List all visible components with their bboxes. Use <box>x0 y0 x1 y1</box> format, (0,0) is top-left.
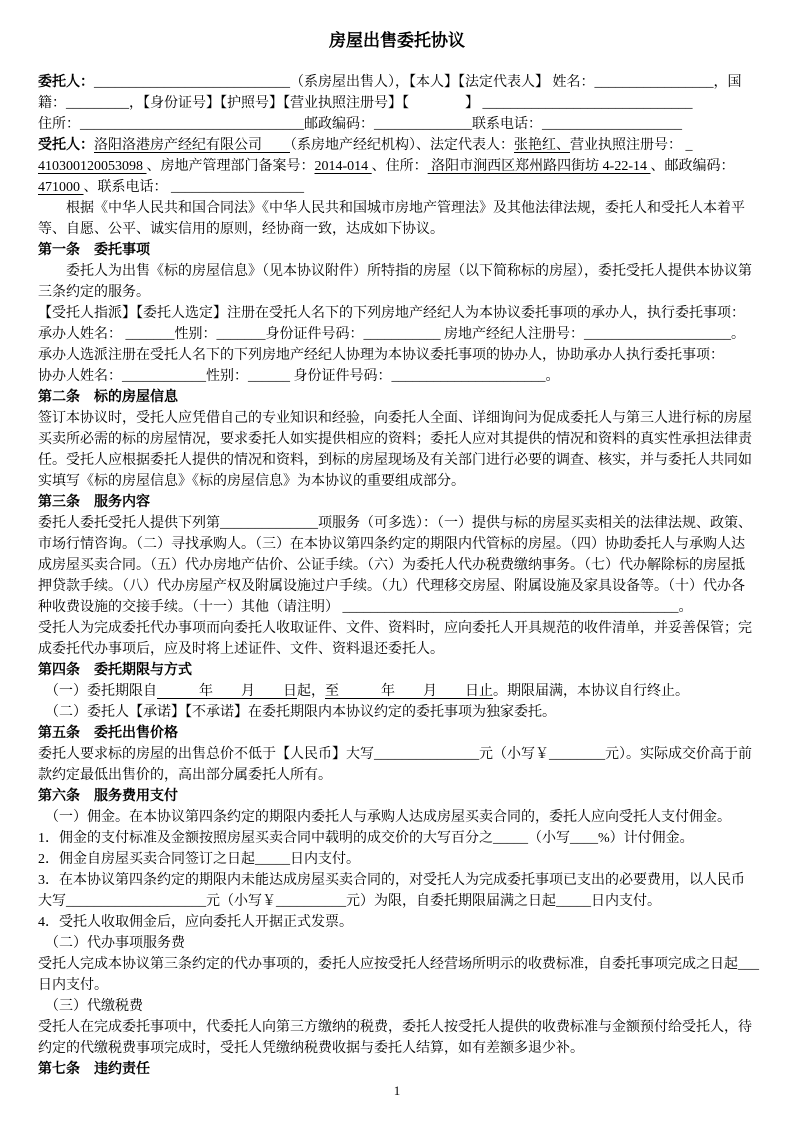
text-run: 受托人： <box>38 138 94 153</box>
underlined-text-run: 410300120053098 <box>38 159 147 174</box>
document-line <box>38 954 759 975</box>
text-run: 第六条 服务费用支付 <box>38 789 178 804</box>
text-run: 元（小写￥ <box>479 747 549 762</box>
text-run: （一）佣金。在本协议第四条约定的期限内委托人与承购人达成房屋买卖合同的，委托人应向受托人支付佣金。 <box>45 810 731 825</box>
document-line <box>38 681 756 702</box>
document-line <box>38 618 756 639</box>
document-line <box>38 177 756 198</box>
text-run: 2．佣金自房屋买卖合同签订之日起 <box>38 852 255 867</box>
document-line <box>38 492 756 513</box>
text-run: 性别： <box>206 369 248 384</box>
text-run: 、房地产管理部门备案号： <box>146 159 315 174</box>
text-run: 1．佣金的支付标准及金额按照房屋买卖合同中载明的成交价的大写百分之 <box>38 831 493 846</box>
document-line <box>38 1059 756 1080</box>
document-line <box>38 744 756 765</box>
blank-field: _ <box>685 138 693 153</box>
blank-field: ______________ <box>374 117 472 132</box>
blank-field: ____________________ <box>542 117 682 132</box>
text-run: 、邮政编码： <box>650 159 735 174</box>
text-run: （系房地产经纪机构）、法定代表人： <box>290 138 514 153</box>
text-run: 。 <box>545 369 560 384</box>
text-run: 第七条 违约责任 <box>38 1062 150 1077</box>
text-run: 根据《中华人民共和国合同法》《中华人民共和国城市房地产管理法》及其他法律法规，委托人和受托人本着平 <box>66 201 745 216</box>
document-line <box>38 450 756 471</box>
document-line <box>38 261 756 282</box>
document-line <box>38 597 756 618</box>
blank-field: ________________________________ <box>80 117 304 132</box>
text-run: 协办人姓名： <box>38 369 122 384</box>
document-line <box>38 639 756 660</box>
blank-field: ______________________________ <box>482 96 693 111</box>
document-line <box>38 219 756 240</box>
document-line <box>38 534 756 555</box>
blank-field: ___ <box>738 957 759 972</box>
document-line <box>38 975 756 996</box>
underlined-text-run: 至 年 月 日止 <box>325 684 493 699</box>
text-run: 元）为限，自委托期限届满之日起 <box>346 894 556 909</box>
blank-field: ______________ <box>220 516 318 531</box>
text-run: 买卖所必需的标的房屋情况，要求委托人如实提供相应的资料；委托人应对其提供的情况和资料的真实性承担法律责 <box>38 432 752 447</box>
underlined-text-run: 年 月 日 <box>157 684 297 699</box>
document-line <box>38 870 756 891</box>
document-line <box>38 849 756 870</box>
document-body <box>38 72 759 1080</box>
text-run: 、联系电话： <box>83 180 171 195</box>
page-number: 1 <box>393 1083 401 1098</box>
text-run: 房地产经纪人注册号： <box>440 327 584 342</box>
document-line <box>38 408 756 429</box>
document-line <box>38 702 756 723</box>
blank-field: ____________________________ <box>94 75 290 90</box>
text-run: 成房屋买卖合同。（五）代办房地产估价、公证手续。（六）为委托人代办税费缴纳事务。（七）代办解除标的房屋抵 <box>38 558 745 573</box>
text-run: 、住所： <box>371 159 428 174</box>
document-line <box>38 912 756 933</box>
blank-field: ________ <box>549 747 605 762</box>
text-run: 第二条 标的房屋信息 <box>38 390 178 405</box>
text-run: （三）代缴税费 <box>45 999 143 1014</box>
text-run: 籍： <box>38 96 66 111</box>
text-run: 第三条 服务内容 <box>38 495 150 510</box>
document-title: 房屋出售委托协议 <box>329 31 465 50</box>
text-run: 日内支付。 <box>290 852 360 867</box>
text-run: 三条约定的服务。 <box>38 285 150 300</box>
text-run: 押贷款手续。（八）代办房屋产权及附属设施过户手续。（九）代理移交房屋、附属设施及家具设备等。（十）代办各 <box>38 579 745 594</box>
document-line <box>38 723 756 744</box>
text-run: 签订本协议时，受托人应凭借自己的专业知识和经验，向委托人全面、详细询问为促成委托人与第三人进行标的房屋 <box>38 411 752 426</box>
text-run: 起， <box>297 684 325 699</box>
text-run: 性别： <box>174 327 217 342</box>
document-line <box>38 198 756 219</box>
text-run: 第四条 委托期限与方式 <box>38 663 192 678</box>
text-run: （小写 <box>528 831 570 846</box>
text-run: 委托人： <box>38 75 94 90</box>
text-run: 种收费设施的交接手续。（十一）其他（请注明） <box>38 600 343 615</box>
blank-field: ___________ <box>363 327 441 342</box>
document-line <box>38 303 756 324</box>
text-run: ，国 <box>713 75 742 90</box>
blank-field: _____________________ <box>584 327 731 342</box>
text-run: 项服务（可多选）：（一）提供与标的房屋买卖相关的法律法规、政策、 <box>318 516 752 531</box>
text-run: 【受托人指派】【委托人选定】注册在受托人名下的下列房地产经纪人为本协议委托事项的承办人，执行委托事项： <box>38 306 745 321</box>
blank-field: ______ <box>248 369 290 384</box>
blank-field: __________ <box>276 894 346 909</box>
document-line <box>38 72 756 93</box>
document-line <box>38 387 756 408</box>
blank-field: ____________________ <box>66 894 206 909</box>
document-line <box>38 1017 756 1038</box>
document-line <box>38 240 756 261</box>
text-run: 身份证件号码： <box>265 327 364 342</box>
text-run: 实填写《标的房屋信息》《标的房屋信息》为本协议的重要组成部分。 <box>38 474 465 489</box>
document-line <box>38 765 756 786</box>
text-run: 邮政编码： <box>304 117 374 132</box>
underlined-text-run: 洛阳洛港房产经纪有限公司 <box>94 138 290 153</box>
text-run: 3．在本协议第四条约定的期限内未能达成房屋买卖合同的，对受托人为完成委托事项已支出的必要费用，以人民币 <box>38 873 745 888</box>
text-run: 。 <box>731 327 745 342</box>
text-run: 元（小写￥ <box>206 894 276 909</box>
underlined-text-run: 张艳红、 <box>514 138 570 153</box>
blank-field: _____ <box>255 852 290 867</box>
blank-field: ________________________________________________ <box>342 600 679 615</box>
document-line <box>38 429 756 450</box>
text-run: 款约定最低出售价的，高出部分属委托人所有。 <box>38 768 332 783</box>
text-run: （二）委托人【承诺】【不承诺】在委托期限内本协议约定的委托事项为独家委托。 <box>45 705 556 720</box>
blank-field: _________________ <box>594 75 714 90</box>
text-run: ，【身份证号】【护照号】【营业执照注册号】【 】 <box>129 96 483 111</box>
text-run: 受托人在完成委托事项中，代委托人向第三方缴纳的税费，委托人按受托人提供的收费标准与金额预付给受托人，待 <box>38 1020 752 1035</box>
blank-field: _______ <box>216 327 266 342</box>
blank-field: ______________________ <box>391 369 546 384</box>
document-line <box>38 324 756 345</box>
blank-field: ___________________ <box>171 180 304 195</box>
text-run: 日内支付。 <box>38 978 108 993</box>
document-line <box>38 93 756 114</box>
text-run: 第一条 委托事项 <box>38 243 150 258</box>
text-run: 营业执照注册号： <box>570 138 686 153</box>
text-run: 身份证件号码： <box>290 369 392 384</box>
document-line <box>38 513 756 534</box>
text-run: （一）委托期限自 <box>45 684 157 699</box>
text-run: 委托人为出售《标的房屋信息》（见本协议附件）所特指的房屋（以下简称标的房屋），委托受托人提供本协议第 <box>66 264 752 279</box>
text-run: （二）代办事项服务费 <box>45 936 185 951</box>
text-run: 4．受托人收取佣金后，应向委托人开据正式发票。 <box>38 915 353 930</box>
document-line <box>38 933 756 954</box>
text-run: 成委托代办事项后，应及时将上述证件、文件、资料退还委托人。 <box>38 642 444 657</box>
blank-field: _____ <box>493 831 528 846</box>
text-run: 承办人姓名： <box>38 327 126 342</box>
text-run: 元）。实际成交价高于前 <box>605 747 752 762</box>
document-line <box>38 996 756 1017</box>
text-run: 约定的代缴税费事项完成时，受托人凭缴纳税费收据与委托人结算，如有差额多退少补。 <box>38 1041 584 1056</box>
blank-field: _______ <box>125 327 175 342</box>
document-line <box>38 282 756 303</box>
text-run: 。期限届满，本协议自行终止。 <box>493 684 689 699</box>
document-line <box>38 660 756 681</box>
text-run: 联系电话： <box>472 117 542 132</box>
text-run: 等、自愿、公平、诚实信用的原则，经协商一致，达成如下协议。 <box>38 222 444 237</box>
blank-field: ____ <box>570 831 598 846</box>
text-run: 市场行情咨询。（二）寻找承购人。（三）在本协议第四条约定的期限内代管标的房屋。（四）协助委托人与承购人达 <box>38 537 745 552</box>
text-run: 委托人要求标的房屋的出售总价不低于【人民币】大写 <box>38 747 374 762</box>
blank-field: _________ <box>66 96 129 111</box>
blank-field: _____ <box>556 894 591 909</box>
text-run: 受托人完成本协议第三条约定的代办事项的，委托人应按受托人经营场所明示的收费标准，自委托事项完成之日起 <box>38 957 738 972</box>
document-line <box>38 576 756 597</box>
document-line <box>38 807 756 828</box>
text-run: 大写 <box>38 894 66 909</box>
document-line <box>38 891 756 912</box>
document-line <box>38 345 756 366</box>
underlined-text-run: 471000 <box>38 180 84 195</box>
text-run: （系房屋出售人），【本人】【法定代表人】 姓名： <box>290 75 595 90</box>
text-run: 。 <box>678 600 693 615</box>
document-line <box>38 786 756 807</box>
text-run: %）计付佣金。 <box>598 831 694 846</box>
blank-field: _______________ <box>374 747 479 762</box>
text-run: 任。受托人应根据委托人提供的情况和资料，到标的房屋现场及有关部门进行必要的调查、核实，并与委托人共同如 <box>38 453 752 468</box>
document-line <box>38 828 756 849</box>
text-run: 住所： <box>38 117 80 132</box>
blank-field: ____________ <box>122 369 206 384</box>
document-line <box>38 114 756 135</box>
document-line <box>38 555 756 576</box>
underlined-text-run: 洛阳市涧西区郑州路四街坊 4-22-14 <box>427 159 651 174</box>
text-run: 承办人选派注册在受托人名下的下列房地产经纪人协理为本协议委托事项的协办人，协助承办人执行委托事项： <box>38 348 724 363</box>
text-run: 日内支付。 <box>591 894 661 909</box>
document-line <box>38 156 756 177</box>
text-run: 委托人委托受托人提供下列第 <box>38 516 220 531</box>
document-line <box>38 135 756 156</box>
text-run: 第五条 委托出售价格 <box>38 726 178 741</box>
underlined-text-run: 2014-014 <box>314 159 372 174</box>
document-line <box>38 366 756 387</box>
text-run: 受托人为完成委托代办事项而向委托人收取证件、文件、资料时，应向委托人开具规范的收件清单，并妥善保管；完 <box>38 621 752 636</box>
document-line <box>38 471 756 492</box>
document-line <box>38 1038 756 1059</box>
